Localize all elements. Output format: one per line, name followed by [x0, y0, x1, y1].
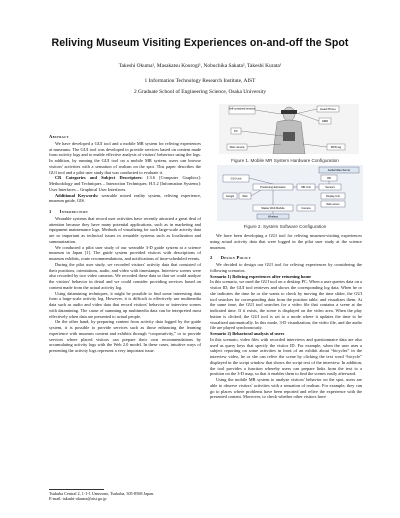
hmd-label: HMD: [321, 119, 329, 123]
scenario-1-title: Scenario 1) Reliving experiences after returning home: [210, 273, 312, 279]
affiliation-1: 1 Information Technology Research Institute, AIST: [144, 78, 256, 84]
left-column: [49, 132, 201, 354]
hmd-icon: [281, 110, 297, 114]
intro-number: 1: [49, 209, 52, 214]
positioning-label: Positioning Estimation: [260, 186, 286, 189]
cr-label: CR Categories and Subject Descriptors:: [55, 175, 143, 181]
author-list: Takeshi Okuma¹, Masakatsu Kourogi¹, Nobuchika Sakata², Takeshi Kurata¹: [118, 63, 282, 69]
mr-unit-label: MR Unit: [301, 186, 311, 189]
intro-paragraph-3: During the pilot user study, we recorded visitors' activity data that consisted of their positions, orientations, audio, and video with timestamps. Interview scenes were also recorded by two video cameras. We recorded these data so that we could analyze the visitors' behavior in detail and we could consider providing services based on content made from the actual activity log.: [49, 261, 201, 290]
wireless-label: Wireless: [268, 215, 278, 219]
web-server-label: Web server: [326, 203, 340, 206]
keywords-text: wearable mixed reality system, reliving experience, museum guide, GIS.: [49, 192, 201, 204]
right-intro-paragraph: We have been developing a GUI tool for reliving museum-visiting experiences using actual activity data that were logged in the pilot user study at the science museum.: [210, 233, 362, 250]
pc-icon: [283, 132, 295, 141]
db-label: DB: [327, 177, 331, 180]
gui-unit-label: GUI Unit: [230, 176, 242, 181]
abstract-heading: Abstract: [49, 134, 69, 139]
figure-1-caption: Figure 1. Mobile MR System Hardware Configuration: [231, 158, 339, 163]
headphone-label: Head Phone: [320, 107, 336, 111]
design-paragraph: We decided to design our GUI tool for reliving experiences by considering the following scenarios.: [210, 262, 362, 273]
display-unit-label: Display Unit: [326, 195, 340, 198]
pc-label: PC: [234, 129, 238, 133]
figure-2-software: [217, 165, 363, 221]
google-label: Google: [225, 195, 235, 198]
footnote-rule: [49, 489, 104, 490]
intro-paragraph-4: Using datamining techniques, it might be possible to find some interesting data from a large-scale activity log. However, it is difficult to effectively use multimedia data such as audio and video data that record visitors' behavior or interview scenes with datamining. The cause of summing up multimedia data can be interpreted most effectively when data are presented to actual people.: [49, 290, 201, 319]
master-module-label: Master Web Module: [261, 207, 285, 210]
av-server-label: Audio/Video Server: [327, 169, 351, 172]
figure-2-caption: Figure 2. System Software Configuration: [243, 224, 327, 229]
camera-label: Camera: [301, 207, 311, 210]
affiliation-2: 2 Graduate School of Engineering Science, Osaka University: [133, 89, 267, 95]
intro-paragraph-2: We conducted a pilot user study of our wearable 3-D guide system at a science museum in Japan [1]. The guide system provided visitors with descriptions of museum exhibits, route recommendations, and notifications of time-scheduled events.: [49, 244, 201, 261]
intro-title: Introduction: [59, 209, 88, 214]
keywords: [49, 193, 201, 205]
design-number: 2: [210, 255, 213, 261]
scenario-3-text: Using the mobile MR system to analyze visitors' behavior on the spot, users are able to observe visitors' activities with a sensation of realism. For example, they can go to places where problems have been reported and relive the experience with the presented content. Moreover, to check whether other visitors have: [210, 377, 362, 400]
keywords-label: Additional Keywords:: [55, 192, 99, 198]
abstract-body: We have developed a GUI tool and a mobile MR system for reliving experiences at museums. The GUI tool was developed to provide services based on content made from activity logs and to enable effective analysis of visitors' behaviors using the logs. In addition, by running the GUI tool on a mobile MR system, users can browse visitors' activities with a sensation of realism on the spot. This paper describes the GUI tool and a pilot user study that was conducted to evaluate it.: [49, 140, 201, 175]
intro-paragraph-1: Wearable systems that record user activities have recently attracted a great deal of attention because they have many potential applications, such as in marketing and equipment maintenance logs. Methods of visualizing for such large-scale activity data are so important as technical issues in wearable systems such as localization and summarization.: [49, 215, 201, 244]
web-label: Web: [242, 195, 248, 198]
cr-text: I.3.6 [Computer Graphics]: Methodology and Techniques – Interaction Techniques; H.5.2 [Information Systems]: User Interfaces – Graphical User Interfaces.: [49, 175, 201, 192]
scenario-2-title: Scenario 2) Behavioral analysis of users: [210, 331, 285, 336]
intro-heading: [49, 209, 201, 215]
scenario-1-text: In this scenario, we used the GUI tool on a desktop PC. When a user queries data on a visitor ID, the GUI tool retrieves and shows the corresponding log data. When he or she indicates the time he or she wants to check by moving the time slider, the GUI tool searches for corresponding data from the position table, and visualizes them. At the same time, the GUI tool searches for a video file that contains a scene at the indicated time. If it exists, the scene is displayed on the video area. When the play button is clicked, the GUI tool is set to a mode where it updates the time to be visualized automatically. In this mode, 3-D visualization, the video file, and the audio file are played synchronously.: [210, 279, 362, 331]
paper-title: Reliving Museum Visiting Experiences on-and-off the Spot: [51, 37, 349, 49]
design-heading: [210, 255, 362, 261]
footnote-address: Tsukuba Central 2, 1-1-1 Umezono, Tsukuba, 305-8568 Japan.: [49, 491, 155, 496]
design-title: Design Policy: [220, 255, 251, 261]
sensors-label: Sensors: [325, 186, 335, 189]
sensors-label: Self-contained sensors: [228, 107, 256, 111]
figure-1-hardware: [219, 104, 359, 154]
right-column: [210, 233, 362, 400]
intro-paragraph-5: On the other hand, by preparing content from activity data logged by the guide system, it is possible to provide services such as those enhancing the learning experience with museum content and exhibits through “cooperativity,” or to provide services where placed visitors can prepare their own recommendations by accumulating activity logs with the Web 2.0 model. In these cases, intuitive ways of presenting the activity logs represent a very important issue.: [49, 319, 201, 353]
footnote: [49, 491, 201, 501]
webcam-label: Web camera: [229, 146, 245, 149]
rfid-label: RFID tag: [330, 146, 342, 149]
cr-categories: [49, 175, 201, 192]
scenario-2-text: In this scenario, video files with recorded interviews and questionnaire data are also used as query keys that specify the visitor ID. For example, when the user uses a subject reporting on some activities in front of an exhibit about “bicycles” in the interview video, he or she can relive the scene by clicking the text word “bicycle” displayed in the script window that shows the script text of the interview. In addition, the tool provides a function whereby users can prepare links from the text to a position on the 3-D map, so that it enables them to find the scenes easily afterward.: [210, 336, 362, 377]
footnote-email: E-mail: takashi-okuma@aist.go.jp: [49, 496, 107, 502]
